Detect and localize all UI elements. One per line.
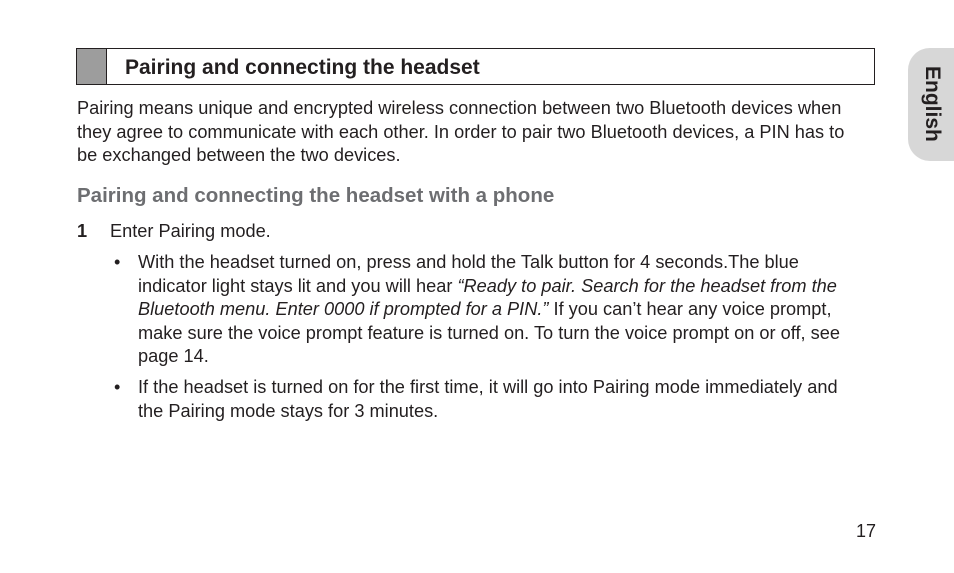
step-number: 1: [77, 221, 88, 241]
bullet-text: [138, 251, 854, 369]
subheading: Pairing and connecting the headset with a phone: [77, 184, 555, 207]
bullet-item: [114, 376, 854, 423]
language-tab-label: English: [921, 66, 944, 142]
bullet-text-end: If you can’t hear any voice prompt, make sure the voice prompt feature is turned on. To turn the voice prompt on or off, see page 14.: [138, 299, 840, 366]
language-tab: [908, 48, 954, 161]
voice-prompt-quote: “Ready to pair. Search for the headset from the Bluetooth menu. Enter 0000 if prompted for a PIN.”: [138, 275, 837, 319]
bullet-item: [114, 251, 854, 369]
intro-paragraph: Pairing means unique and encrypted wireless connection between two Bluetooth devices when they agree to communicate with each other. In order to pair two Bluetooth devices, a PIN has to be exchanged between the two devices.: [77, 98, 845, 165]
section-marker: [77, 49, 107, 84]
bullet-symbol: •: [114, 377, 121, 397]
bullet-text-start: With the headset turned on, press and hold the Talk button for 4 seconds.The blue indicator light stays lit and you will hear: [138, 252, 799, 296]
step-text: Enter Pairing mode.: [110, 221, 271, 241]
bullet-text: [138, 376, 854, 423]
section-title: Pairing and connecting the headset: [125, 56, 480, 79]
bullet-symbol: •: [114, 252, 121, 272]
bullet-text-start: If the headset is turned on for the first time, it will go into Pairing mode immediately and the Pairing mode stays for 3 minutes.: [138, 377, 838, 421]
section-header: [76, 48, 875, 85]
page-number: 17: [856, 521, 877, 541]
